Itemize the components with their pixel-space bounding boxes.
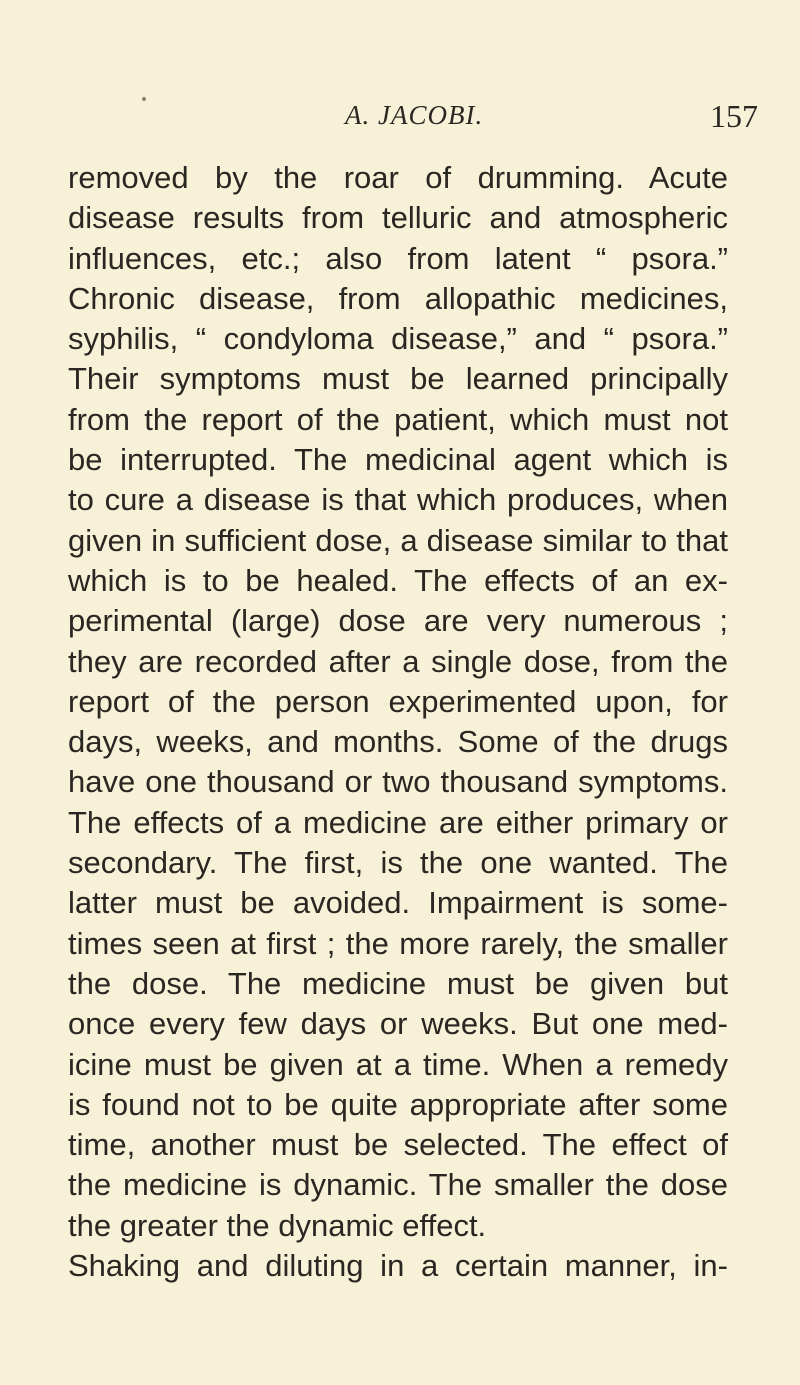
- text-line: the dose. The medicine must be given but: [68, 965, 728, 1001]
- text-line: latter must be avoided. Impairment is some-: [68, 885, 728, 921]
- text-line: disease results from telluric and atmospheric: [68, 200, 728, 236]
- text-line: Chronic disease, from allopathic medicines,: [68, 280, 728, 316]
- text-line: which is to be healed. The effects of an ex-: [68, 562, 728, 598]
- running-head: A. JACOBI.: [345, 100, 484, 130]
- text-line: secondary. The first, is the one wanted. The: [68, 845, 728, 881]
- text-line: time, another must be selected. The effect of: [68, 1127, 728, 1163]
- text-line: perimental (large) dose are very numerous ;: [68, 603, 728, 639]
- text-line-paragraph-end: the greater the dynamic effect.: [68, 1207, 487, 1243]
- page-number: 157: [710, 98, 758, 134]
- text-line: removed by the roar of drumming. Acute: [68, 160, 728, 195]
- text-line: once every few days or weeks. But one med-: [68, 1006, 728, 1042]
- text-line: given in sufficient dose, a disease similar to that: [68, 522, 728, 558]
- text-line: to cure a disease is that which produces, when: [68, 482, 728, 518]
- text-line: syphilis, “ condyloma disease,” and “ psora.”: [68, 321, 728, 357]
- text-line: is found not to be quite appropriate after some: [68, 1086, 728, 1122]
- text-line: have one thousand or two thousand symptoms.: [68, 764, 728, 800]
- text-line: Shaking and diluting in a certain manner, in-: [68, 1248, 728, 1284]
- text-line: The effects of a medicine are either primary or: [68, 804, 728, 840]
- text-line: the medicine is dynamic. The smaller the dose: [68, 1167, 728, 1203]
- text-line: times seen at first ; the more rarely, the smaller: [68, 925, 728, 961]
- page-header: [0, 98, 800, 148]
- text-line: Their symptoms must be learned principally: [68, 361, 728, 397]
- text-line: be interrupted. The medicinal agent which is: [68, 442, 728, 478]
- text-line: icine must be given at a time. When a remedy: [68, 1046, 728, 1082]
- text-line: days, weeks, and months. Some of the drugs: [68, 724, 728, 760]
- text-line: influences, etc.; also from latent “ psora.”: [68, 240, 728, 276]
- text-line: from the report of the patient, which must not: [68, 401, 728, 437]
- text-line: report of the person experimented upon, for: [68, 683, 728, 719]
- body-text: [68, 158, 728, 1286]
- text-line: they are recorded after a single dose, from the: [68, 643, 728, 679]
